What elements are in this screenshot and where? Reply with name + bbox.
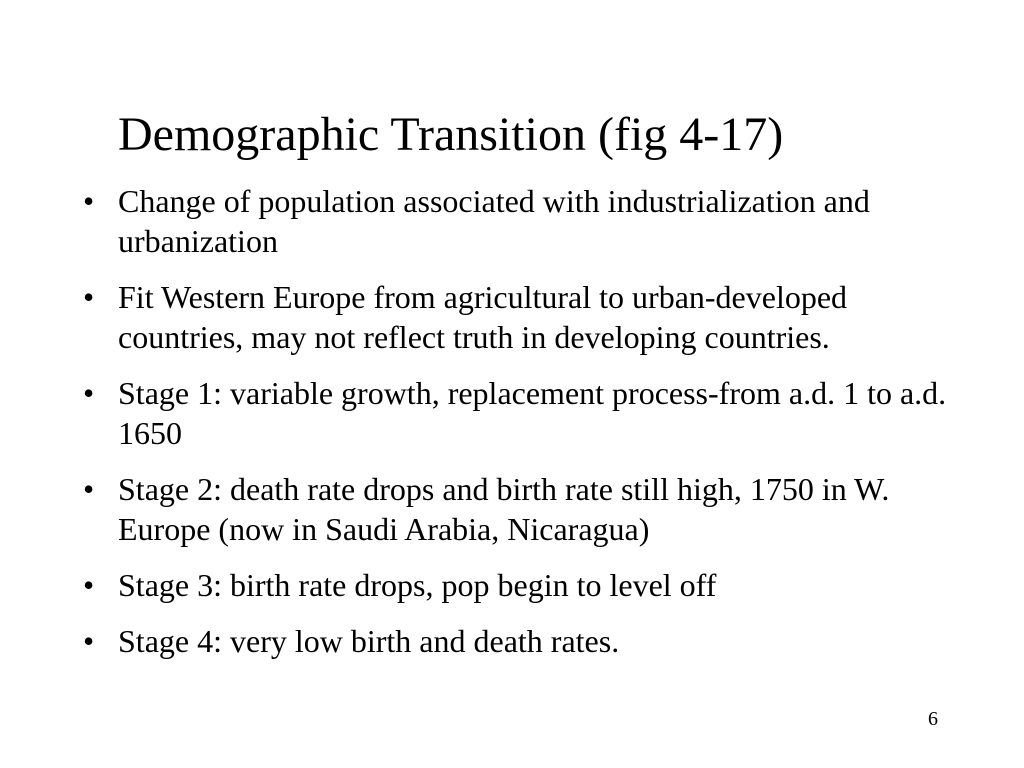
bullet-item-5 xyxy=(80,565,980,605)
slide-number: 6 xyxy=(928,708,938,730)
bullet-icon: • xyxy=(83,623,95,659)
bullet-icon: • xyxy=(83,471,95,507)
bullet-text-6: Stage 4: very low birth and death rates. xyxy=(118,623,620,659)
bullet-icon: • xyxy=(83,279,95,315)
bullet-item-1 xyxy=(80,181,980,261)
bullet-item-4 xyxy=(80,469,980,549)
bullet-list xyxy=(80,181,980,677)
bullet-text-1: Change of population associated with industrialization and urbanization xyxy=(118,183,870,259)
bullet-text-3: Stage 1: variable growth, replacement process-from a.d. 1 to a.d. 1650 xyxy=(118,375,947,451)
bullet-text-4: Stage 2: death rate drops and birth rate still high, 1750 in W. Europe (now in Saudi Arabia, Nicaragua) xyxy=(118,471,890,547)
bullet-item-3 xyxy=(80,373,980,453)
slide-title: Demographic Transition (fig 4-17) xyxy=(118,108,784,161)
bullet-icon: • xyxy=(83,375,95,411)
bullet-icon: • xyxy=(83,567,95,603)
bullet-icon: • xyxy=(83,183,95,219)
bullet-text-5: Stage 3: birth rate drops, pop begin to level off xyxy=(118,567,717,603)
bullet-text-2: Fit Western Europe from agricultural to urban-developed countries, may not reflect truth in developing countries. xyxy=(118,279,848,355)
bullet-item-2 xyxy=(80,277,980,357)
bullet-item-6 xyxy=(80,621,980,661)
